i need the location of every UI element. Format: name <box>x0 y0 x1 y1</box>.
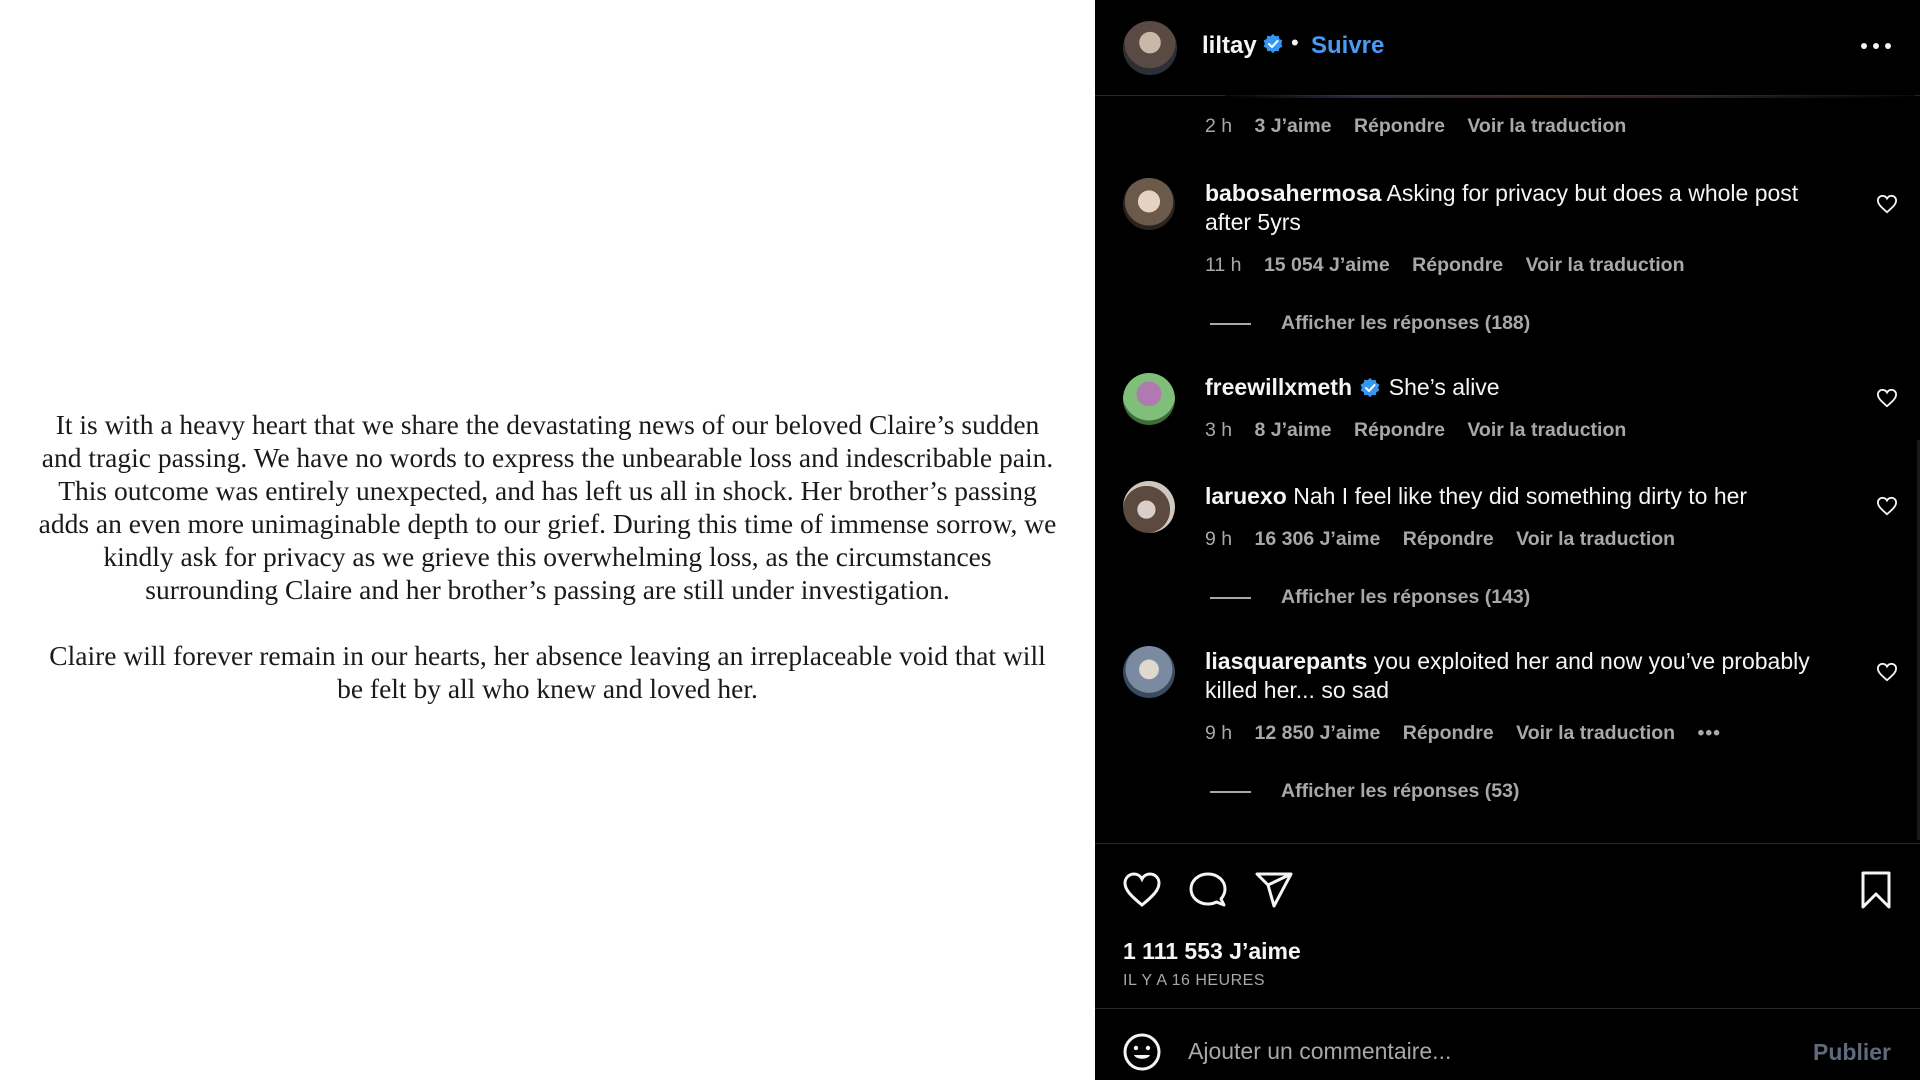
show-replies-button[interactable] <box>1210 312 1530 335</box>
translate-button[interactable]: Voir la traduction <box>1516 722 1676 744</box>
comment-more-button[interactable]: ••• <box>1697 722 1721 744</box>
post-time-ago: IL Y A 16 HEURES <box>1123 972 1266 989</box>
author-avatar[interactable] <box>1123 21 1177 75</box>
verified-badge-icon <box>1360 378 1380 398</box>
comment-meta <box>1205 419 1643 442</box>
comments-list[interactable] <box>1095 97 1920 843</box>
replies-label: Afficher les réponses (53) <box>1281 780 1520 802</box>
translate-button[interactable]: Voir la traduction <box>1525 254 1685 276</box>
heart-icon[interactable] <box>1122 870 1162 910</box>
post-side-panel <box>1095 0 1920 1080</box>
comment-likes[interactable]: 3 J’aime <box>1254 115 1332 137</box>
author-username[interactable]: liltay <box>1202 32 1257 59</box>
comment-time: 11 h <box>1205 254 1242 276</box>
avatar[interactable] <box>1123 178 1175 230</box>
comment-time: 2 h <box>1205 115 1233 137</box>
reply-button[interactable]: Répondre <box>1402 528 1494 550</box>
comment-likes[interactable]: 15 054 J’aime <box>1263 254 1390 276</box>
replies-label: Afficher les réponses (188) <box>1281 312 1531 334</box>
comment-heart-icon[interactable] <box>1876 662 1898 682</box>
replies-line <box>1210 597 1251 599</box>
translate-button[interactable]: Voir la traduction <box>1467 115 1627 137</box>
comment-body: you exploited her and now you’ve probably killed her... so sad <box>1205 648 1810 703</box>
comment-likes[interactable]: 12 850 J’aime <box>1254 722 1381 744</box>
comment-meta <box>1205 528 1692 551</box>
comment-body: She’s alive <box>1388 374 1500 400</box>
avatar[interactable] <box>1123 373 1175 425</box>
comment-meta <box>1205 115 1643 138</box>
comment-likes[interactable]: 8 J’aime <box>1254 419 1332 441</box>
replies-label: Afficher les réponses (143) <box>1281 586 1531 608</box>
reply-button[interactable]: Répondre <box>1353 419 1445 441</box>
bookmark-icon[interactable] <box>1856 870 1896 910</box>
comment-likes[interactable]: 16 306 J’aime <box>1254 528 1381 550</box>
comment-meta <box>1205 722 1738 745</box>
comment-composer <box>1095 1008 1920 1080</box>
replies-line <box>1210 791 1251 793</box>
comment-meta <box>1205 254 1701 277</box>
statement-paragraph-2: Claire will forever remain in our hearts, her absence leaving an irreplaceable void that will be felt by all who knew and loved her. <box>49 640 1046 704</box>
comment-time: 9 h <box>1205 528 1233 550</box>
avatar[interactable] <box>1123 481 1175 533</box>
comment-text <box>1205 179 1845 237</box>
comment-heart-icon[interactable] <box>1876 496 1898 516</box>
publish-button[interactable]: Publier <box>1813 1039 1891 1065</box>
comment-time: 3 h <box>1205 419 1233 441</box>
comment-username[interactable]: liasquarepants <box>1205 648 1368 674</box>
comment-input[interactable] <box>1188 1031 1768 1071</box>
show-replies-button[interactable] <box>1210 586 1530 609</box>
statement-paragraph-1: It is with a heavy heart that we share the devastating news of our beloved Claire’s sudden and tragic passing. We have no words to express the unbearable loss and indescribable pain. This outcome was entirely unexpected, and has left us all in shock. Her brother’s passing adds an even more unimaginable depth to our grief. During this time of immense sorrow, we kindly ask for privacy as we grieve this overwhelming loss, as the circumstances surrounding Claire and her brother’s passing are still under investigation. <box>38 409 1057 605</box>
comment-body: Nah I feel like they did something dirty to her <box>1293 483 1748 509</box>
follow-button[interactable]: Suivre <box>1311 32 1385 59</box>
verified-badge-icon <box>1263 34 1283 54</box>
comment-heart-icon[interactable] <box>1876 388 1898 408</box>
replies-line <box>1210 323 1251 325</box>
comment-username[interactable]: laruexo <box>1205 483 1287 509</box>
post-actions <box>1095 843 1920 1008</box>
share-icon[interactable] <box>1254 870 1294 910</box>
post-header <box>1095 0 1920 96</box>
avatar[interactable] <box>1123 646 1175 698</box>
more-options-icon[interactable] <box>1858 36 1894 56</box>
comment-icon[interactable] <box>1188 870 1228 910</box>
translate-button[interactable]: Voir la traduction <box>1467 419 1627 441</box>
comment-text <box>1205 482 1845 511</box>
comment-username[interactable]: freewillxmeth <box>1205 374 1352 400</box>
comment-time: 9 h <box>1205 722 1233 744</box>
comment-text <box>1205 647 1845 705</box>
show-replies-button[interactable] <box>1210 780 1519 803</box>
comment-username[interactable]: babosahermosa <box>1205 180 1382 206</box>
partial-media-strip <box>1225 95 1915 98</box>
header-separator: • <box>1291 30 1299 55</box>
comment-text <box>1205 373 1845 402</box>
comment-heart-icon[interactable] <box>1876 194 1898 214</box>
post-statement <box>34 408 1061 738</box>
translate-button[interactable]: Voir la traduction <box>1516 528 1676 550</box>
reply-button[interactable]: Répondre <box>1353 115 1445 137</box>
reply-button[interactable]: Répondre <box>1412 254 1504 276</box>
emoji-icon[interactable] <box>1122 1032 1162 1072</box>
post-likes-count[interactable]: 1 111 553 J’aime <box>1123 938 1301 964</box>
comment-body: Asking for privacy but does a whole post after 5yrs <box>1205 180 1799 235</box>
reply-button[interactable]: Répondre <box>1402 722 1494 744</box>
